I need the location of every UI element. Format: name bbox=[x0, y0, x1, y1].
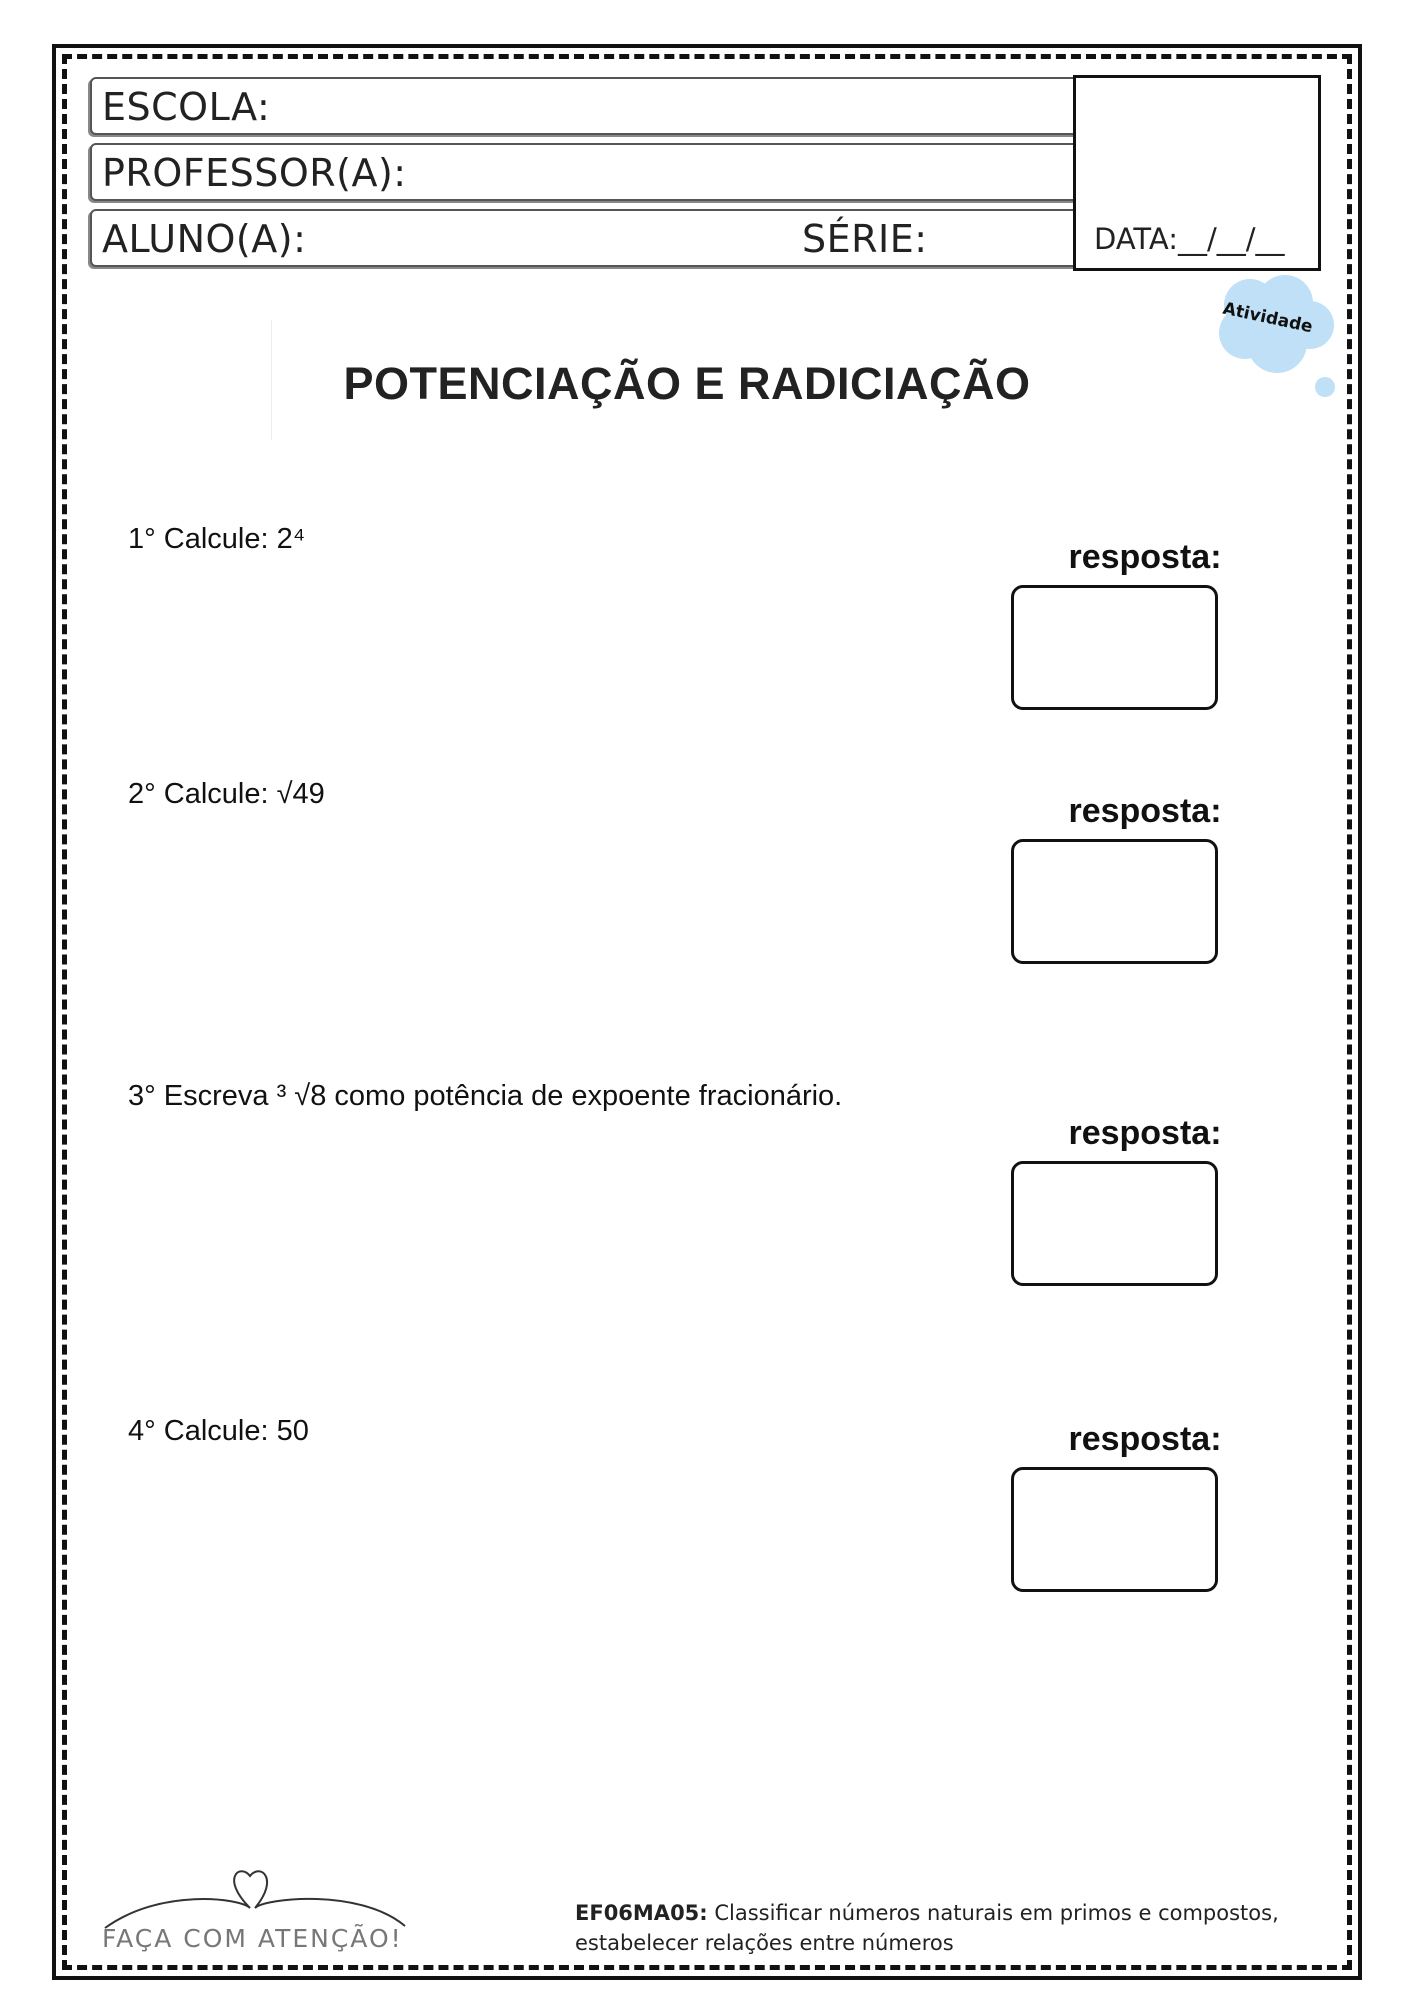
atividade-badge-text: Atividade bbox=[1220, 298, 1315, 338]
answer-label-2: resposta: bbox=[1068, 792, 1222, 830]
answer-label-3: resposta: bbox=[1068, 1114, 1222, 1152]
answer-label-4: resposta: bbox=[1068, 1420, 1222, 1458]
professor-label: PROFESSOR(A): bbox=[102, 151, 407, 195]
aluno-label: ALUNO(A): bbox=[102, 217, 307, 261]
answer-box-1[interactable] bbox=[1011, 585, 1218, 710]
data-label: DATA:__/__/__ bbox=[1094, 222, 1285, 256]
question-2: 2° Calcule: √49 bbox=[128, 778, 325, 810]
question-4: 4° Calcule: 50 bbox=[128, 1415, 309, 1447]
answer-box-4[interactable] bbox=[1011, 1467, 1218, 1592]
footer-logo-text: FAÇA COM ATENÇÃO! bbox=[102, 1924, 403, 1953]
skill-description bbox=[575, 1898, 1305, 1958]
aluno-field[interactable] bbox=[90, 209, 1080, 267]
escola-field[interactable] bbox=[90, 77, 1080, 135]
page-dashed-border bbox=[62, 54, 1352, 1970]
skill-text: Classificar números naturais em primos e compostos, estabelecer relações entre números bbox=[575, 1901, 1279, 1955]
data-box[interactable] bbox=[1073, 75, 1321, 271]
question-3: 3° Escreva ³ √8 como potência de expoente fracionário. bbox=[128, 1080, 843, 1112]
professor-field[interactable] bbox=[90, 143, 1080, 201]
page-title: POTENCIAÇÃO E RADICIAÇÃO bbox=[343, 358, 1031, 409]
question-1: 1° Calcule: 2⁴ bbox=[128, 523, 306, 555]
answer-label-1: resposta: bbox=[1068, 538, 1222, 576]
answer-box-3[interactable] bbox=[1011, 1161, 1218, 1286]
skill-code: EF06MA05: bbox=[575, 1901, 708, 1925]
answer-box-2[interactable] bbox=[1011, 839, 1218, 964]
escola-label: ESCOLA: bbox=[102, 85, 271, 129]
serie-label: SÉRIE: bbox=[802, 217, 928, 261]
